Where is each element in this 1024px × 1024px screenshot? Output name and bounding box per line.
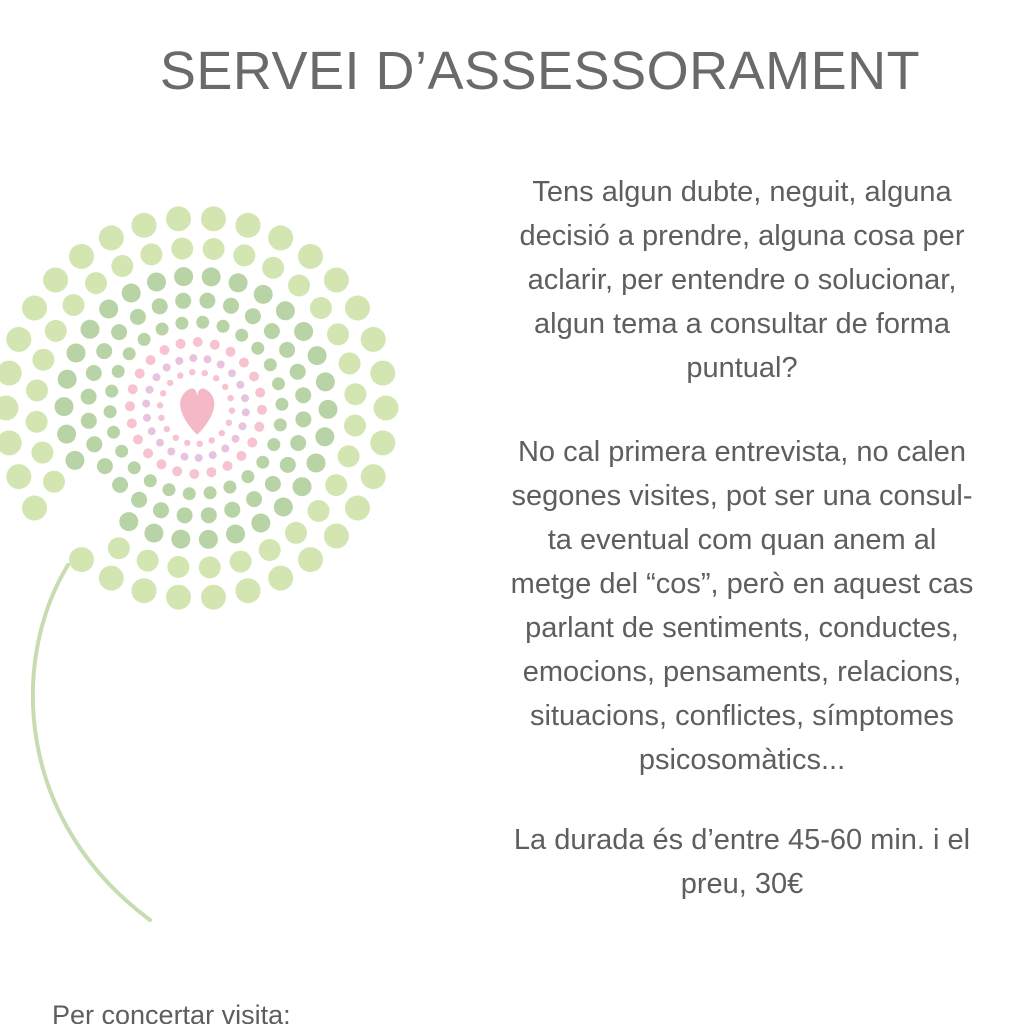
flower-dot — [67, 344, 86, 363]
flower-dot — [0, 430, 22, 455]
flower-dot — [144, 474, 157, 487]
flower-dot — [167, 448, 175, 456]
flower-dot — [265, 476, 281, 492]
flower-dot — [236, 381, 244, 389]
flower-dot — [107, 426, 120, 439]
flower-dot — [338, 445, 360, 467]
flower-dot — [233, 244, 255, 266]
flower-dot — [128, 384, 138, 394]
flower-dot — [204, 355, 212, 363]
flower-dot — [111, 255, 133, 277]
flower-dot — [221, 445, 229, 453]
flower-dot — [69, 244, 94, 269]
flower-dot — [203, 238, 225, 260]
flower-dot — [146, 386, 154, 394]
flower-dot — [131, 492, 147, 508]
flower-dot — [86, 365, 102, 381]
flower-dot — [183, 487, 196, 500]
flower-dot — [219, 430, 225, 436]
flower-dot — [127, 418, 137, 428]
flower-dot — [138, 333, 151, 346]
flower-dot — [45, 320, 67, 342]
flower-dot — [156, 439, 164, 447]
flower-dot — [344, 383, 366, 405]
flower-dot — [128, 461, 141, 474]
flower-dot — [189, 469, 199, 479]
flower-dot — [201, 585, 226, 610]
flower-dot — [122, 284, 141, 303]
flower-dot — [264, 358, 277, 371]
flower-dot — [241, 470, 254, 483]
flower-dot — [86, 436, 102, 452]
contact-label: Per concertar visita: — [52, 1000, 291, 1024]
flower-dot — [199, 556, 221, 578]
flower-dot — [99, 566, 124, 591]
flower-dot — [374, 396, 399, 421]
flower-dot — [96, 343, 112, 359]
flower-dot — [81, 389, 97, 405]
flower-dot — [181, 453, 189, 461]
flower-dot — [223, 481, 236, 494]
flower-dot — [189, 369, 195, 375]
flower-dot — [148, 427, 156, 435]
flower-dot — [177, 507, 193, 523]
flower-dot — [232, 435, 240, 443]
text-line: algun tema a consultar de forma — [534, 308, 950, 340]
flower-dot — [115, 445, 128, 458]
flower-dot — [245, 308, 261, 324]
flower-dot — [112, 477, 128, 493]
text-line: preu, 30€ — [680, 868, 804, 900]
text-line: emocions, pensaments, relacions, — [522, 656, 962, 688]
flower-dot — [111, 324, 127, 340]
flower-dot — [235, 329, 248, 342]
flower-dot — [223, 298, 239, 314]
flower-dot — [267, 438, 280, 451]
flower-dot — [55, 397, 74, 416]
flower-dot — [247, 438, 257, 448]
flower-dot — [209, 451, 217, 459]
flower-dot — [242, 408, 250, 416]
intro-question — [412, 170, 1024, 390]
flower-dot — [153, 502, 169, 518]
flower-dot — [137, 550, 159, 572]
flower-dot — [229, 273, 248, 292]
flower-dot — [99, 300, 118, 319]
text-line: aclarir, per entendre o solucionar, — [527, 264, 957, 296]
flower-dot — [196, 316, 209, 329]
flower-dot — [241, 394, 249, 402]
flower-dot — [193, 337, 203, 347]
flower-dot — [206, 467, 216, 477]
flower-dot — [167, 380, 173, 386]
flower-dot — [175, 357, 183, 365]
flower-dot — [152, 298, 168, 314]
text-line: puntual? — [686, 352, 798, 384]
flower-dot — [174, 267, 193, 286]
flower-dot — [65, 451, 84, 470]
service-description — [412, 430, 1024, 782]
flower-dot — [202, 370, 208, 376]
flower-dot — [163, 483, 176, 496]
text-line: parlant de sentiments, conductes, — [525, 612, 959, 644]
flower-dot — [171, 530, 190, 549]
flower-dot — [226, 525, 245, 544]
text-line: ta eventual com quan anem al — [547, 524, 937, 556]
flower-dot — [81, 320, 100, 339]
flower-dot — [167, 556, 189, 578]
flower-dot — [272, 377, 285, 390]
flower-dot — [227, 395, 233, 401]
flower-dot — [195, 454, 203, 462]
flower-dot — [275, 398, 288, 411]
flower-dot — [132, 578, 157, 603]
flower-dot — [254, 285, 273, 304]
flower-dot — [132, 213, 157, 238]
flower-dot — [158, 415, 164, 421]
flower-dot — [280, 457, 296, 473]
flower-dot — [229, 407, 235, 413]
flower-dot — [279, 342, 295, 358]
flower-dot — [239, 358, 249, 368]
flower-dot — [171, 238, 193, 260]
flower-dot — [308, 500, 330, 522]
flower-dot — [274, 498, 293, 517]
flower-dot — [99, 225, 124, 250]
flower-dot — [199, 530, 218, 549]
flower-dot — [172, 466, 182, 476]
flower-dot — [222, 384, 228, 390]
flower-dot — [339, 352, 361, 374]
flower-dot — [199, 293, 215, 309]
flower-dot — [209, 437, 215, 443]
text-line: psicosomàtics... — [638, 744, 846, 776]
flower-dot — [22, 296, 47, 321]
flower-dot — [285, 522, 307, 544]
flower-dot — [108, 537, 130, 559]
flower-dot — [239, 422, 247, 430]
flower-dot — [197, 441, 203, 447]
flower-dot — [160, 345, 170, 355]
flower-dot — [130, 309, 146, 325]
flower-dot — [324, 268, 349, 293]
flower-dot — [254, 422, 264, 432]
flower-dot — [140, 243, 162, 265]
flower-dot — [345, 296, 370, 321]
flower-dot — [97, 458, 113, 474]
flower-dot — [268, 225, 293, 250]
flower-dot — [230, 551, 252, 573]
flower-dot — [361, 464, 386, 489]
flower-dot — [143, 414, 151, 422]
flower-dot — [236, 451, 246, 461]
flower-dot — [176, 339, 186, 349]
flower-dot — [173, 435, 179, 441]
flower-dot — [226, 347, 236, 357]
flower-dot — [370, 430, 395, 455]
flower-dot — [259, 539, 281, 561]
flower-dot — [156, 323, 169, 336]
flower-dot — [295, 387, 311, 403]
flower-dot — [316, 372, 335, 391]
flower-dot — [164, 426, 170, 432]
flower-dot — [189, 354, 197, 362]
flower-dot — [135, 369, 145, 379]
flower-dot — [201, 507, 217, 523]
flower-dot — [143, 448, 153, 458]
flower-dot — [217, 361, 225, 369]
flower-dot — [175, 317, 188, 330]
flower-dot — [298, 547, 323, 572]
flower-dot — [224, 502, 240, 518]
text-line: decisió a prendre, alguna cosa per — [519, 220, 965, 252]
flower-dot — [63, 294, 85, 316]
flower-dot — [251, 342, 264, 355]
flower-dot — [43, 471, 65, 493]
flower-dot — [85, 272, 107, 294]
flower-dot — [166, 206, 191, 231]
flower-dot — [290, 364, 306, 380]
flower-dot — [157, 402, 163, 408]
flower-dot — [361, 327, 386, 352]
flower-dot — [262, 257, 284, 279]
flower-dot — [105, 385, 118, 398]
flower-dot — [319, 400, 338, 419]
flower-dot — [147, 273, 166, 292]
flower-dot — [184, 440, 190, 446]
flower-dot — [153, 373, 161, 381]
flower-dot — [157, 459, 167, 469]
flower-dot — [290, 435, 306, 451]
flower-dot — [308, 346, 327, 365]
flower-dot — [298, 244, 323, 269]
flower-dot — [133, 435, 143, 445]
flower-dot — [236, 213, 261, 238]
flower-dot — [204, 486, 217, 499]
flower-dot — [256, 456, 269, 469]
flower-dot — [160, 390, 166, 396]
flower-dot — [22, 496, 47, 521]
flower-dot — [293, 477, 312, 496]
flower-dot — [57, 425, 76, 444]
flower-dot — [32, 349, 54, 371]
flower-dot — [26, 411, 48, 433]
flower-dot — [0, 396, 19, 421]
flower-dot — [251, 514, 270, 533]
duration-price — [412, 818, 1024, 906]
flower-dot — [202, 267, 221, 286]
text-line: Tens algun dubte, neguit, alguna — [532, 176, 952, 208]
flower-dot — [246, 491, 262, 507]
flower-dot — [142, 400, 150, 408]
flower-dot — [315, 427, 334, 446]
flower-dot — [226, 420, 232, 426]
heart-icon — [180, 388, 214, 434]
flower-dot — [177, 372, 183, 378]
flower-dot — [166, 585, 191, 610]
flower-dot — [125, 401, 135, 411]
flower-dot — [324, 524, 349, 549]
flower-dot — [327, 323, 349, 345]
flower-dot — [344, 415, 366, 437]
flower-dot — [307, 454, 326, 473]
flower-dot — [123, 347, 136, 360]
flower-dot — [370, 361, 395, 386]
flower-dot — [0, 361, 22, 386]
flower-dot — [249, 372, 259, 382]
flower-dot — [257, 405, 267, 415]
flower-dot — [228, 369, 236, 377]
text-line: segones visites, pot ser una consul- — [511, 480, 973, 512]
flower-dot — [104, 405, 117, 418]
text-line: No cal primera entrevista, no calen — [517, 436, 967, 468]
flower-dot — [276, 301, 295, 320]
flower-dot — [264, 323, 280, 339]
flower-dot — [26, 379, 48, 401]
page-title: SERVEI D’ASSESSORAMENT — [159, 41, 921, 101]
flower-dot — [112, 365, 125, 378]
flower-dot — [288, 275, 310, 297]
flower-dot — [6, 464, 31, 489]
flower-dot — [163, 364, 171, 372]
flower-dot — [146, 355, 156, 365]
text-line: La durada és d’entre 45-60 min. i el — [513, 824, 971, 856]
flower-dot — [213, 375, 219, 381]
flower-dot — [345, 496, 370, 521]
flower-dot — [175, 293, 191, 309]
text-line: metge del “cos”, però en aquest cas — [510, 568, 974, 600]
flower-dot — [325, 474, 347, 496]
flower-dot — [58, 370, 77, 389]
flower-dot — [43, 268, 68, 293]
flower-dot — [201, 206, 226, 231]
flower-dot — [210, 340, 220, 350]
flower-stem — [33, 565, 150, 920]
flower-dot — [310, 297, 332, 319]
flower-dot — [236, 578, 261, 603]
dandelion-heart-icon — [0, 190, 420, 950]
flower-dot — [223, 461, 233, 471]
flower-dot — [69, 547, 94, 572]
flower-dot — [295, 411, 311, 427]
flower-dot — [6, 327, 31, 352]
flower-dot — [217, 320, 230, 333]
text-line: situacions, conflictes, símptomes — [530, 700, 954, 732]
flower-dot — [144, 524, 163, 543]
flower-dot — [268, 566, 293, 591]
flower-dot — [81, 413, 97, 429]
flower-dot — [255, 388, 265, 398]
flower-dot — [294, 322, 313, 341]
flower-dot — [274, 418, 287, 431]
flower-dot — [119, 512, 138, 531]
flower-dot — [31, 442, 53, 464]
